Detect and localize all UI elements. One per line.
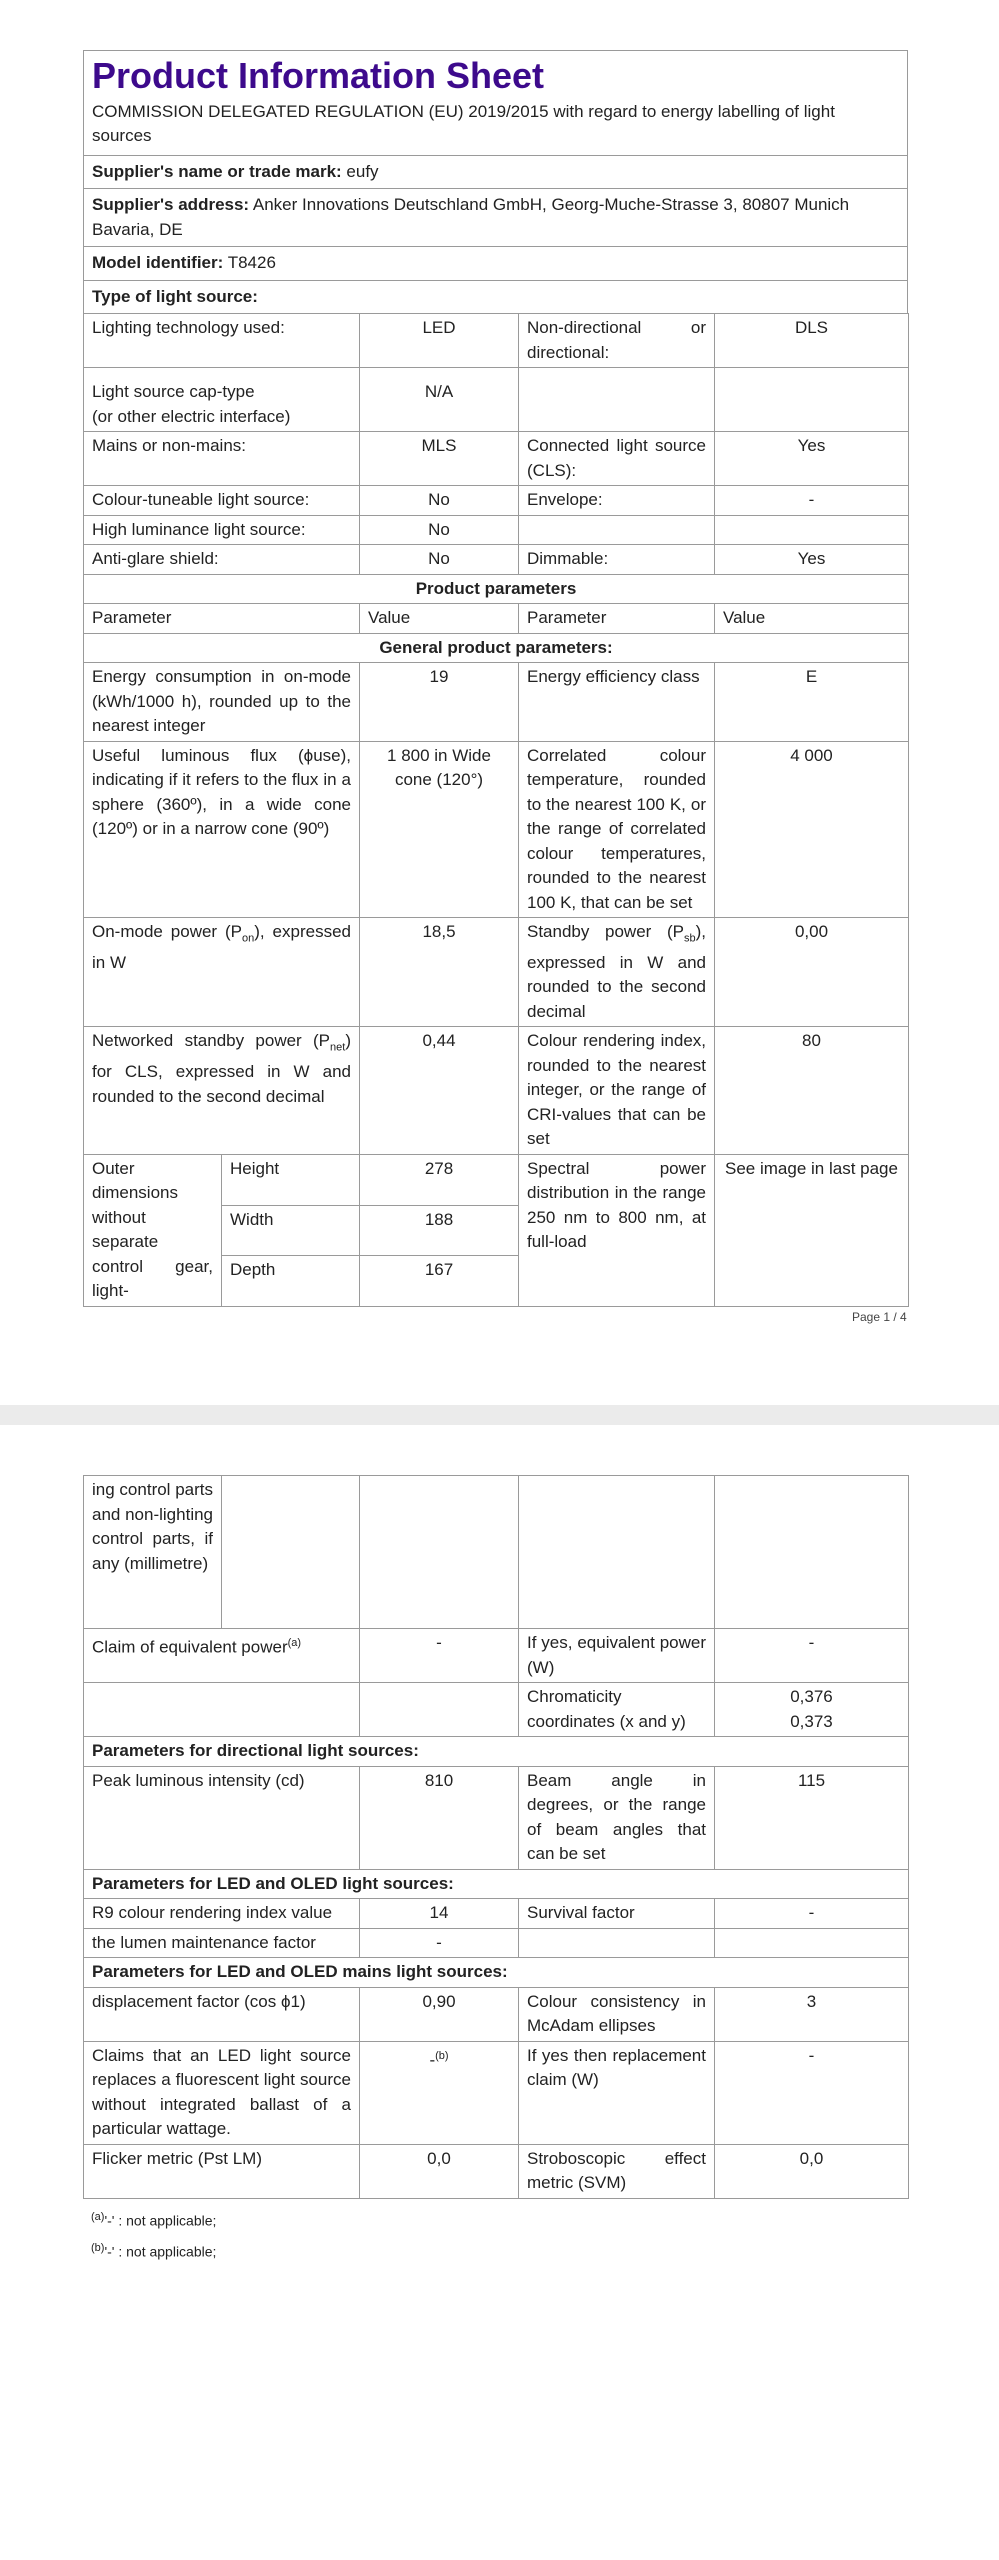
table-row	[84, 545, 909, 575]
displacement-factor-value: 0,90	[360, 1987, 519, 2041]
column-header-value: Value	[715, 604, 909, 634]
colour-rendering-index-label: Colour rendering index, rounded to the nearest integer, or the range of CRI-values that can be set	[519, 1027, 715, 1155]
empty-cell	[519, 1928, 715, 1958]
displacement-factor-label: displacement factor (cos ϕ1)	[84, 1987, 360, 2041]
footnote-b-text: '-' : not applicable;	[104, 2243, 217, 2260]
networked-standby-value: 0,44	[360, 1027, 519, 1155]
table-row	[84, 1987, 909, 2041]
supplier-address-label: Supplier's address:	[92, 195, 250, 215]
chromaticity-value	[715, 1683, 909, 1737]
table-row	[84, 1869, 909, 1899]
standby-power-value: 0,00	[715, 918, 909, 1027]
energy-consumption-label: Energy consumption in on-mode (kWh/1000 h), rounded up to the nearest integer	[84, 663, 360, 742]
r9-value: 14	[360, 1899, 519, 1929]
footnote-b-marker: (b)	[91, 2242, 105, 2255]
outer-dimensions-label: Outer dimensions without separate control gear, light-	[84, 1154, 222, 1306]
footnote-a-marker: (a)	[91, 2210, 105, 2223]
cap-type-label-line-2: (or other electric interface)	[92, 406, 291, 426]
led-parameters-heading: Parameters for LED and OLED light sources:	[84, 1869, 909, 1899]
flicker-metric-label: Flicker metric (Pst LM)	[84, 2144, 360, 2198]
luminous-flux-value: 1 800 in Wide cone (120°)	[360, 741, 519, 918]
table-row	[84, 574, 909, 604]
supplier-address-value: Anker Innovations Deutschland GmbH, Georg-Muche-Strasse 3, 80807 Munich Bavaria, DE	[92, 195, 850, 239]
colour-consistency-label: Colour consistency in McAdam ellipses	[519, 1987, 715, 2041]
chromaticity-x: 0,376	[790, 1687, 833, 1706]
table-row	[84, 486, 909, 516]
general-parameters-heading: General product parameters:	[84, 633, 909, 663]
on-mode-power-value: 18,5	[360, 918, 519, 1027]
envelope-label: Envelope:	[519, 486, 715, 516]
standby-power-subscript: sb	[683, 932, 696, 945]
empty-cell	[519, 368, 715, 432]
led-mains-parameters-heading: Parameters for LED and OLED mains light sources:	[84, 1958, 909, 1988]
lumen-maintenance-label: the lumen maintenance factor	[84, 1928, 360, 1958]
mains-value: MLS	[360, 432, 519, 486]
page-separator	[0, 1405, 999, 1425]
table-row	[84, 1629, 909, 1683]
claim-equivalent-power-text: Claim of equivalent power	[92, 1637, 288, 1657]
networked-standby-subscript: net	[330, 1041, 346, 1054]
depth-value: 167	[360, 1256, 519, 1307]
beam-angle-label: Beam angle in degrees, or the range of beam angles that can be set	[519, 1766, 715, 1869]
height-value: 278	[360, 1154, 519, 1205]
efficiency-class-label: Energy efficiency class	[519, 663, 715, 742]
depth-label: Depth	[222, 1256, 360, 1307]
table-row	[84, 1027, 909, 1155]
empty-cell	[222, 1476, 360, 1629]
anti-glare-label: Anti-glare shield:	[84, 545, 360, 575]
directional-parameters-heading: Parameters for directional light sources:	[84, 1737, 909, 1767]
table-row	[84, 1899, 909, 1929]
chromaticity-y: 0,373	[790, 1711, 833, 1731]
table-row	[84, 633, 909, 663]
tech-label: Lighting technology used:	[84, 314, 360, 368]
empty-cell	[715, 1476, 909, 1629]
cap-type-label-line-1: Light source cap-type	[92, 382, 255, 402]
peak-intensity-label: Peak luminous intensity (cd)	[84, 1766, 360, 1869]
peak-intensity-value: 810	[360, 1766, 519, 1869]
envelope-value: -	[715, 486, 909, 516]
table-row	[84, 1154, 909, 1205]
on-mode-power-label-text: ), expressed in W	[92, 922, 351, 972]
replacement-claim-label: If yes then replacement claim (W)	[519, 2041, 715, 2144]
beam-angle-value: 115	[715, 1766, 909, 1869]
sheet-header	[83, 50, 908, 313]
fluorescent-claims-value-text: -	[429, 2050, 436, 2070]
model-identifier-label: Model identifier:	[92, 253, 224, 273]
tech-value: LED	[360, 314, 519, 368]
width-value: 188	[360, 1205, 519, 1256]
height-label: Height	[222, 1154, 360, 1205]
table-row	[84, 368, 909, 432]
supplier-address-row	[84, 188, 907, 246]
table-row	[84, 1476, 909, 1629]
width-label: Width	[222, 1205, 360, 1256]
colour-temperature-value: 4 000	[715, 741, 909, 918]
parameters-table-page-2	[83, 1475, 909, 2199]
cls-label: Connected light source (CLS):	[519, 432, 715, 486]
spectral-power-value: See image in last page	[715, 1154, 909, 1306]
product-information-sheet	[83, 50, 908, 1307]
table-row	[84, 1737, 909, 1767]
model-identifier-row	[84, 246, 907, 280]
table-row	[84, 604, 909, 634]
replacement-claim-value: -	[715, 2041, 909, 2144]
networked-standby-label-text: Networked standby power (P	[92, 1031, 331, 1051]
flicker-metric-value: 0,0	[360, 2144, 519, 2198]
footnote-a	[83, 2203, 908, 2235]
colour-tuneable-value: No	[360, 486, 519, 516]
table-row	[84, 2144, 909, 2198]
on-mode-power-label-text: On-mode power (P	[92, 922, 242, 942]
standby-power-label-text: Standby power (P	[527, 922, 684, 942]
table-row	[84, 1766, 909, 1869]
energy-consumption-value: 19	[360, 663, 519, 742]
dimmable-label: Dimmable:	[519, 545, 715, 575]
empty-cell	[519, 1476, 715, 1629]
high-luminance-value: No	[360, 515, 519, 545]
efficiency-class-value: E	[715, 663, 909, 742]
directional-label: Non-directional or directional:	[519, 314, 715, 368]
cap-type-label	[84, 368, 360, 432]
table-row	[84, 1683, 909, 1737]
empty-cell	[715, 515, 909, 545]
on-mode-power-label	[84, 918, 360, 1027]
survival-factor-value: -	[715, 1899, 909, 1929]
supplier-name-label: Supplier's name or trade mark:	[92, 161, 342, 181]
product-parameters-heading: Product parameters	[84, 574, 909, 604]
product-information-sheet-continued	[83, 1475, 908, 2266]
chromaticity-label: Chromaticity coordinates (x and y)	[519, 1683, 715, 1737]
type-of-light-source-row	[84, 280, 907, 314]
claim-equivalent-power-value: -	[360, 1629, 519, 1683]
survival-factor-label: Survival factor	[519, 1899, 715, 1929]
type-of-light-source-label: Type of light source:	[92, 286, 258, 306]
empty-cell	[519, 515, 715, 545]
table-row	[84, 432, 909, 486]
fluorescent-claims-label: Claims that an LED light source replaces a fluorescent light source without integrated ballast of a particular wattage.	[84, 2041, 360, 2144]
cls-value: Yes	[715, 432, 909, 486]
parameters-table-page-1	[83, 313, 909, 1307]
footnote-b	[83, 2234, 908, 2266]
column-header-value: Value	[360, 604, 519, 634]
empty-cell	[715, 1928, 909, 1958]
colour-rendering-index-value: 80	[715, 1027, 909, 1155]
lumen-maintenance-value: -	[360, 1928, 519, 1958]
table-row	[84, 663, 909, 742]
empty-cell	[360, 1476, 519, 1629]
anti-glare-value: No	[360, 545, 519, 575]
colour-consistency-value: 3	[715, 1987, 909, 2041]
page-2	[0, 1425, 999, 2560]
colour-tuneable-label: Colour-tuneable light source:	[84, 486, 360, 516]
high-luminance-label: High luminance light source:	[84, 515, 360, 545]
model-identifier-value: T8426	[227, 253, 276, 273]
standby-power-label-text: ), expressed in W and rounded to the second decimal	[527, 922, 706, 1021]
r9-label: R9 colour rendering index value	[84, 1899, 360, 1929]
outer-dimensions-label-continued: ing control parts and non-lighting control parts, if any (millimetre)	[84, 1476, 222, 1629]
page-title: Product Information Sheet	[92, 55, 545, 96]
empty-cell	[84, 1683, 360, 1737]
cap-type-value: N/A	[360, 368, 519, 432]
equivalent-power-value: -	[715, 1629, 909, 1683]
dimmable-value: Yes	[715, 545, 909, 575]
on-mode-power-subscript: on	[242, 932, 255, 945]
colour-temperature-label: Correlated colour temperature, rounded to the nearest 100 K, or the range of correlated colour temperatures, rounded to the nearest 100 K, that can be set	[519, 741, 715, 918]
standby-power-label	[519, 918, 715, 1027]
stroboscopic-effect-value: 0,0	[715, 2144, 909, 2198]
spectral-power-label: Spectral power distribution in the range 250 nm to 800 nm, at full-load	[519, 1154, 715, 1306]
footnote-marker-a: (a)	[287, 1637, 302, 1649]
table-row	[84, 515, 909, 545]
table-row	[84, 2041, 909, 2144]
networked-standby-label-text: ) for CLS, expressed in W and rounded to the second decimal	[92, 1031, 351, 1106]
empty-cell	[360, 1683, 519, 1737]
table-row	[84, 314, 909, 368]
luminous-flux-label: Useful luminous flux (ϕuse), indicating if it refers to the flux in a sphere (360º), in a wide cone (120º) or in a narrow cone (90º)	[84, 741, 360, 918]
table-row	[84, 1928, 909, 1958]
column-header-parameter: Parameter	[519, 604, 715, 634]
fluorescent-claims-value	[360, 2041, 519, 2144]
footnote-a-text: '-' : not applicable;	[104, 2212, 217, 2229]
supplier-name-value: eufy	[346, 161, 379, 181]
stroboscopic-effect-label: Stroboscopic effect metric (SVM)	[519, 2144, 715, 2198]
table-row	[84, 1958, 909, 1988]
footnote-marker-b: (b)	[435, 2049, 449, 2062]
table-row	[84, 741, 909, 918]
directional-value: DLS	[715, 314, 909, 368]
mains-label: Mains or non-mains:	[84, 432, 360, 486]
table-row	[84, 918, 909, 1027]
claim-equivalent-power-label	[84, 1629, 360, 1683]
page-number: Page 1 / 4	[852, 1310, 907, 1324]
column-header-parameter: Parameter	[84, 604, 360, 634]
regulation-text: COMMISSION DELEGATED REGULATION (EU) 2019/2015 with regard to energy labelling of light sources	[92, 101, 835, 146]
equivalent-power-label: If yes, equivalent power (W)	[519, 1629, 715, 1683]
networked-standby-label	[84, 1027, 360, 1155]
supplier-name-row	[84, 155, 907, 189]
empty-cell	[715, 368, 909, 432]
